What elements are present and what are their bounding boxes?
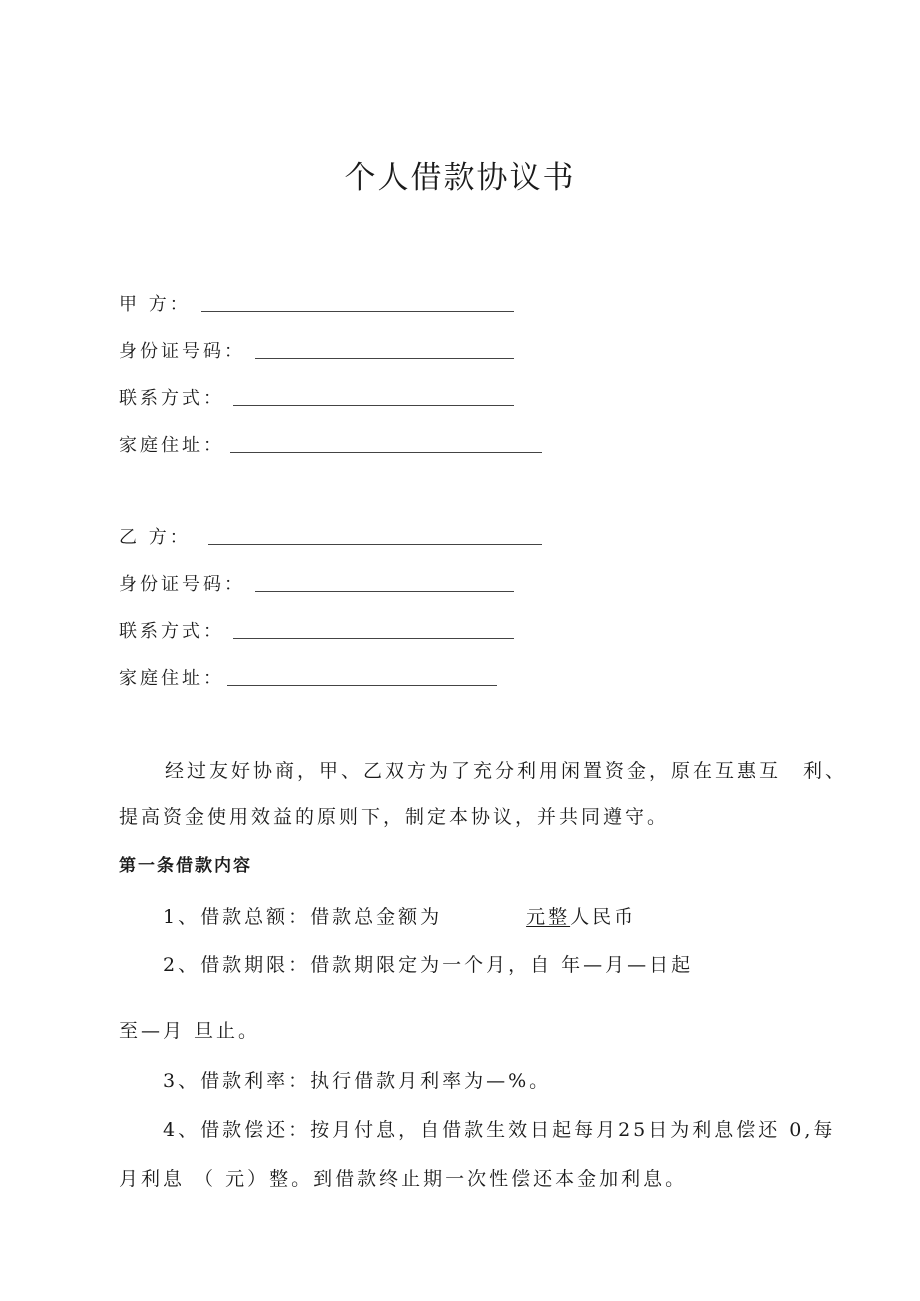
party-a-name-blank bbox=[201, 311, 514, 312]
party-a-id-field bbox=[119, 337, 245, 363]
intro-line-1: 经过友好协商，甲、乙双方为了充分利用闲置资金，原在互惠互 利、 bbox=[165, 760, 848, 782]
party-b-id-label: 身份证号码： bbox=[119, 574, 245, 595]
loan-amount-clause bbox=[163, 902, 636, 929]
party-b-contact-field bbox=[119, 617, 224, 643]
repayment-line-2: 月利息 （ 元）整。到借款终止期一次性偿还本金加利息。 bbox=[119, 1168, 688, 1190]
party-b-name-label: 乙 方： bbox=[119, 527, 191, 548]
party-b-contact-blank bbox=[233, 638, 514, 639]
party-b-name-blank bbox=[208, 544, 542, 545]
party-b-address-field bbox=[119, 664, 224, 690]
party-b-id-field bbox=[119, 570, 245, 596]
loan-amount-suffix: 人民币 bbox=[570, 906, 637, 928]
party-a-address-blank bbox=[230, 452, 542, 453]
party-b-name-field bbox=[119, 523, 191, 549]
party-a-id-blank bbox=[255, 358, 514, 359]
party-a-contact-field bbox=[119, 384, 224, 410]
party-a-contact-blank bbox=[233, 405, 514, 406]
party-b-address-label: 家庭住址： bbox=[119, 668, 224, 689]
party-a-address-field bbox=[119, 431, 224, 457]
repayment-line-1: 4、借款偿还：按月付息，自借款生效日起每月25日为利息偿还 0,每 bbox=[163, 1119, 836, 1141]
party-a-name-label: 甲 方： bbox=[119, 294, 191, 315]
intro-line-2: 提高资金使用效益的原则下，制定本协议，并共同遵守。 bbox=[119, 806, 670, 828]
party-a-address-label: 家庭住址： bbox=[119, 435, 224, 456]
section-1-heading: 第一条借款内容 bbox=[119, 856, 252, 876]
party-b-contact-label: 联系方式： bbox=[119, 621, 224, 642]
interest-rate-clause: 3、借款利率：执行借款月利率为—%。 bbox=[163, 1070, 552, 1092]
loan-amount-prefix: 1、借款总额：借款总金额为 bbox=[163, 906, 443, 928]
loan-term-line-1: 2、借款期限：借款期限定为一个月，自 年—月—日起 bbox=[163, 954, 694, 976]
party-a-id-label: 身份证号码： bbox=[119, 341, 245, 362]
party-a-name-field bbox=[119, 290, 191, 316]
party-b-id-blank bbox=[255, 591, 514, 592]
document-title: 个人借款协议书 bbox=[344, 160, 576, 196]
party-b-address-blank bbox=[227, 685, 497, 686]
loan-amount-unit: 元整 bbox=[526, 906, 571, 928]
loan-term-line-2: 至—月 旦止。 bbox=[119, 1020, 261, 1042]
party-a-contact-label: 联系方式： bbox=[119, 388, 224, 409]
